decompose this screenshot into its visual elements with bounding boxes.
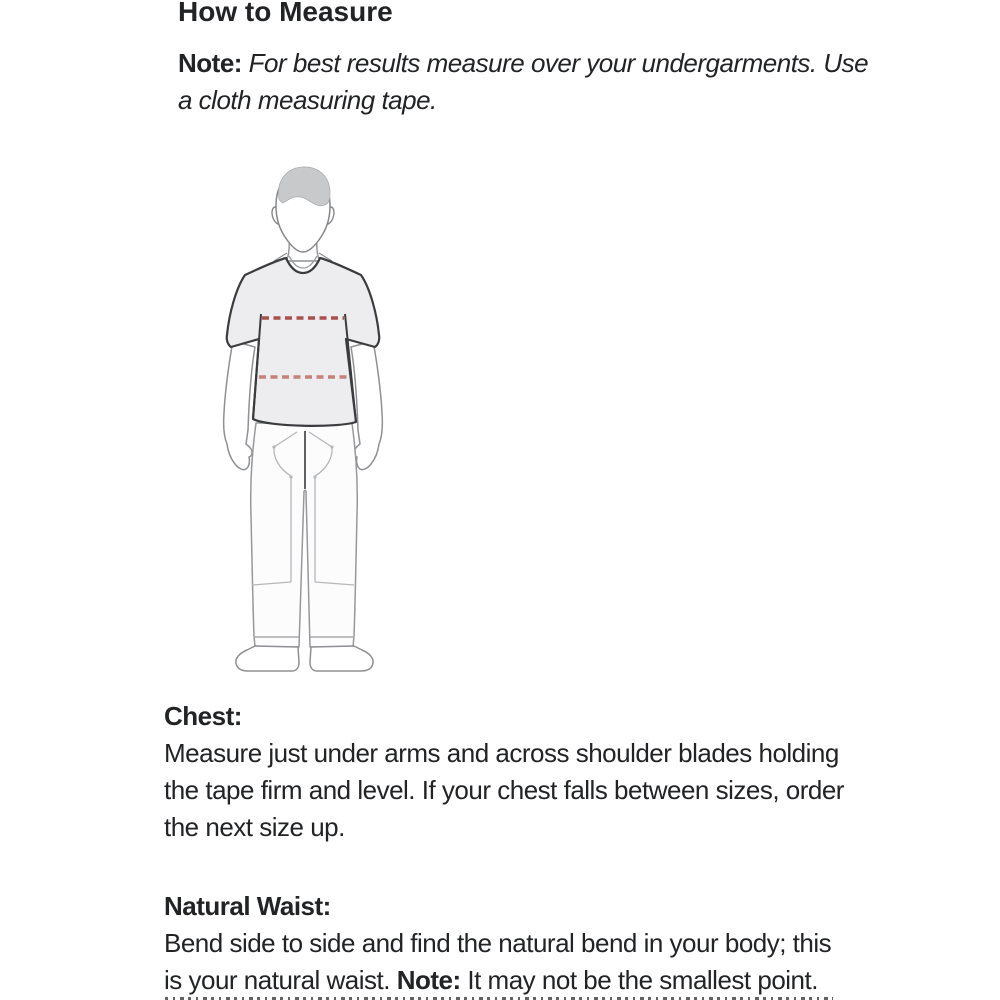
natural-waist-line-2 bbox=[164, 962, 831, 999]
chest-heading: Chest: bbox=[164, 701, 242, 731]
left-shoe bbox=[236, 646, 299, 671]
chest-section bbox=[164, 698, 844, 846]
chest-line-3: the next size up. bbox=[164, 812, 345, 842]
note-text-1: For best results measure over your undergarments. Use bbox=[248, 48, 869, 78]
note-text-2: a cloth measuring tape. bbox=[178, 85, 437, 115]
body-figure-svg bbox=[218, 162, 390, 676]
natural-waist-note-label: Note: bbox=[396, 965, 461, 995]
note-label: Note: bbox=[178, 48, 242, 78]
natural-waist-text-pre: is your natural waist. bbox=[164, 965, 390, 995]
note-line-2 bbox=[178, 82, 868, 119]
body-measurement-illustration bbox=[218, 162, 390, 676]
chest-line-1: Measure just under arms and across shoulder blades holding bbox=[164, 738, 839, 768]
natural-waist-section bbox=[164, 888, 831, 999]
pocket-rivet bbox=[272, 445, 275, 448]
natural-waist-line-1: Bend side to side and find the natural bend in your body; this bbox=[164, 928, 832, 958]
note-paragraph bbox=[178, 45, 868, 119]
pocket-rivet bbox=[330, 445, 333, 448]
left-arm bbox=[224, 341, 255, 470]
note-line-1 bbox=[178, 45, 868, 82]
chest-line-2: the tape firm and level. If your chest falls between sizes, order bbox=[164, 775, 844, 805]
right-shoe bbox=[310, 646, 373, 671]
page-title: How to Measure bbox=[178, 0, 393, 27]
natural-waist-heading: Natural Waist: bbox=[164, 891, 331, 921]
natural-waist-text-post: It may not be the smallest point. bbox=[467, 965, 818, 995]
